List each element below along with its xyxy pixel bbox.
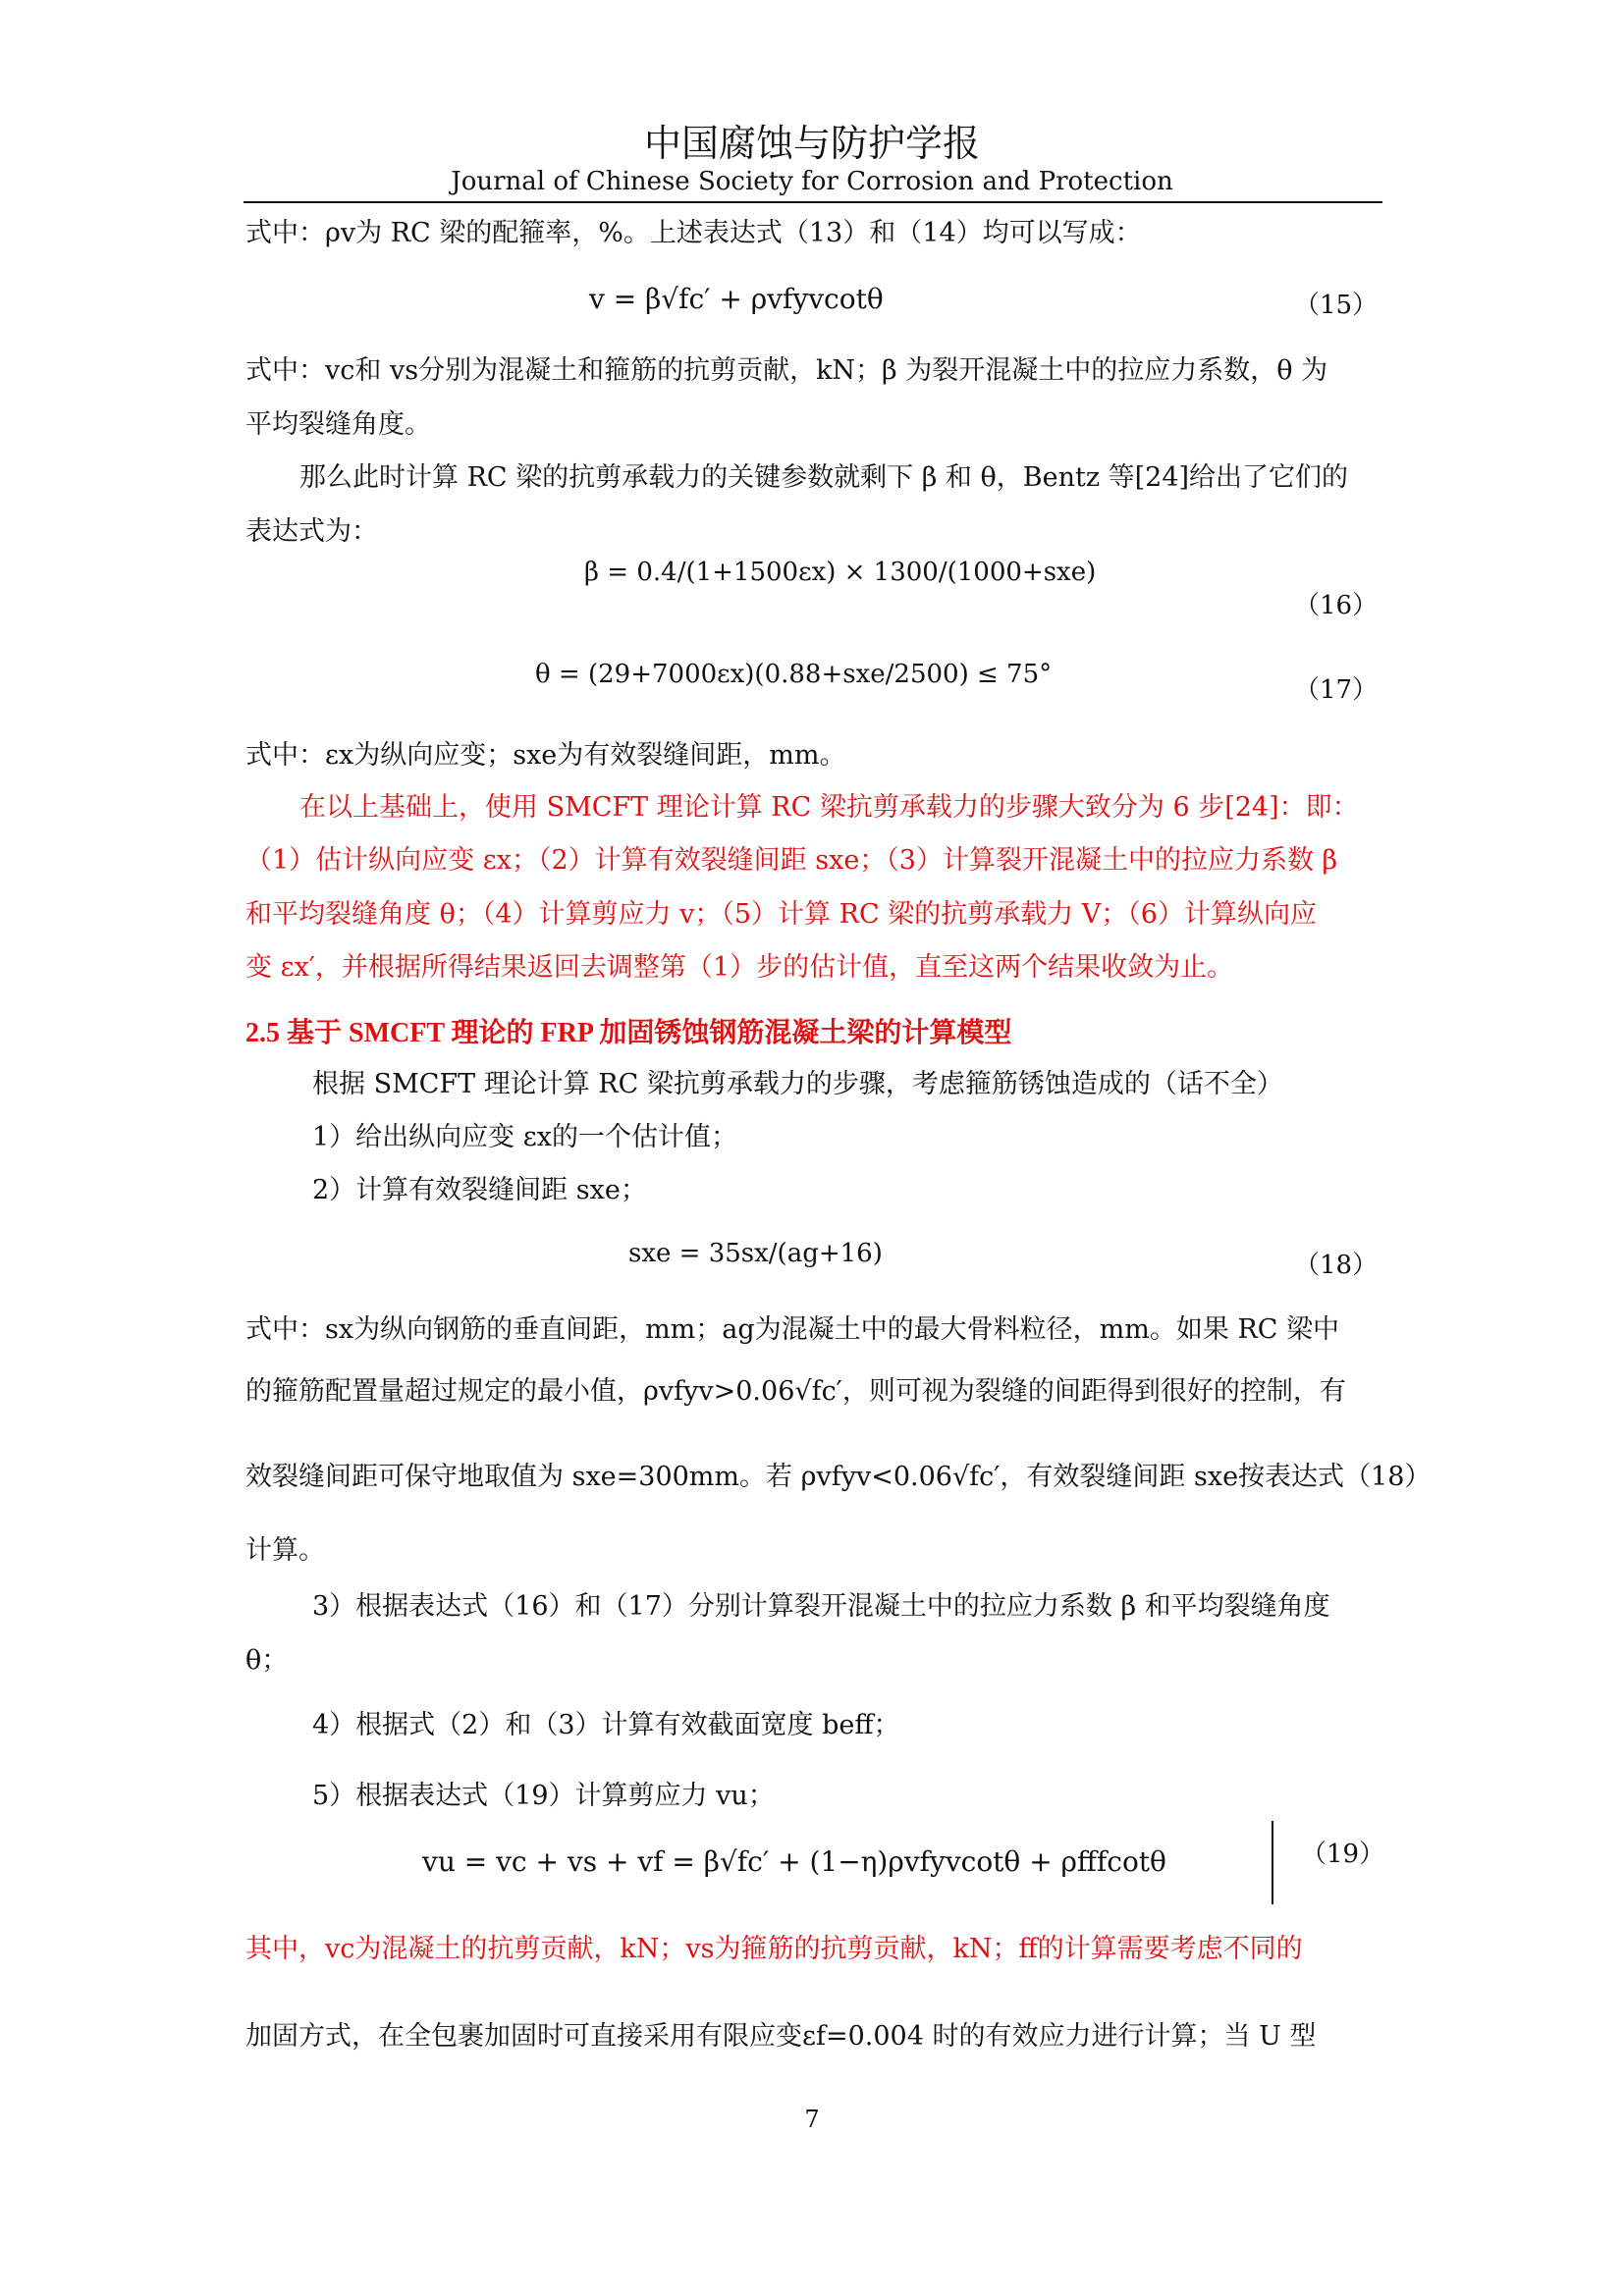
equation-15-number: （15） [1294, 291, 1379, 320]
paragraph-steps-l2: （1）估计纵向应变 εx；（2）计算有效裂缝间距 sxe；（3）计算裂开混凝土中的拉应力系数 β [245, 845, 1338, 876]
paragraph-vc-ff-l2 [245, 2017, 1316, 2056]
equation-17-number: （17） [1294, 675, 1379, 705]
paragraph-vc-ff-l1-text: 其中，vc为混凝土的抗剪贡献，kN；vs为箍筋的抗剪贡献，kN；ff的计算需要考虑不同的 [245, 1934, 1303, 1964]
step-5: 5）根据表达式（19）计算剪应力 vu； [312, 1781, 775, 1811]
equation-18-number: （18） [1294, 1251, 1379, 1280]
equation-16 [584, 558, 1096, 587]
eq19-formula: vu = vc + vs + vf = β√fc′ + (1−η)ρvfyvcotθ + ρfffcotθ [422, 1845, 1166, 1878]
paragraph-sx-l4: 计算。 [245, 1535, 325, 1566]
paragraph-rho-definition [245, 214, 1142, 253]
equation-15 [589, 283, 884, 315]
eq17-formula: θ = (29+7000εx)(0.88+sxe/2500) ≤ 75° [535, 660, 1053, 689]
paragraph-steps-l3: 和平均裂缝角度 θ；（4）计算剪应力 v；（5）计算 RC 梁的抗剪承载力 V；（6）计算纵向应 [245, 899, 1317, 930]
paragraph-bentz: 那么此时计算 RC 梁的抗剪承载力的关键参数就剩下 β 和 θ，Bentz 等[24]给出了它们的 [299, 462, 1349, 493]
equation-16-number: （16） [1294, 591, 1379, 620]
equation-17 [535, 660, 1052, 689]
paragraph-bentz-cont: 表达式为： [245, 516, 378, 547]
paragraph-sx-l2: 的箍筋配置量超过规定的最小值，ρvfyv>0.06√fc′，则可视为裂缝的间距得到很好的控制，有 [245, 1376, 1346, 1407]
page-number: 7 [804, 2106, 820, 2133]
paragraph-steps-l4: 变 εx′，并根据所得结果返回去调整第（1）步的估计值，直至这两个结果收敛为止。 [245, 952, 1234, 983]
span-l1: 式中：ρv为 RC 梁的配箍率，%。上述表达式（13）和（14）均可以写成： [245, 218, 1142, 248]
paragraph-vc-vs-cont: 平均裂缝角度。 [245, 409, 431, 440]
paragraph-sx-l3: 效裂缝间距可保守地取值为 sxe=300mm。若 ρvfyv<0.06√fc′，有效裂缝间距 sxe按表达式（18） [245, 1462, 1432, 1492]
step-4: 4）根据式（2）和（3）计算有效截面宽度 beff； [312, 1710, 900, 1740]
paragraph-epsilon: 式中：εx为纵向应变；sxe为有效裂缝间距，mm。 [245, 740, 846, 771]
eq18-formula: sxe = 35sx/(ag+16) [628, 1239, 883, 1268]
step-2: 2）计算有效裂缝间距 sxe； [312, 1175, 647, 1205]
paragraph-sx-l1: 式中：sx为纵向钢筋的垂直间距，mm；ag为混凝土中的最大骨料粒径，mm。如果 RC 梁中 [245, 1314, 1340, 1345]
journal-title-cn: 中国腐蚀与防护学报 [643, 122, 980, 165]
paragraph-vc-ff-l2-text: 加固方式，在全包裹加固时可直接采用有限应变εf=0.004 时的有效应力进行计算；当 U 型 [245, 2021, 1317, 2052]
section-heading-2-5: 2.5 基于 SMCFT 理论的 FRP 加固锈蚀钢筋混凝土梁的计算模型 [245, 1018, 1012, 1048]
step-3: 3）根据表达式（16）和（17）分别计算裂开混凝土中的拉应力系数 β 和平均裂缝角度 [312, 1591, 1330, 1622]
equation-19-number: （19） [1301, 1840, 1385, 1869]
equation-18 [628, 1239, 883, 1268]
paragraph-smcft-steps: 根据 SMCFT 理论计算 RC 梁抗剪承载力的步骤，考虑箍筋锈蚀造成的（话不全） [312, 1069, 1283, 1099]
eq15-formula: v = β√fc′ + ρvfyvcotθ [589, 283, 884, 315]
equation-19-bar [1272, 1821, 1273, 1904]
paragraph-vc-ff-l1 [245, 1930, 1303, 1969]
step-3-cont: θ； [245, 1645, 289, 1676]
step-1: 1）给出纵向应变 εx的一个估计值； [312, 1122, 737, 1152]
paragraph-steps-l1: 在以上基础上，使用 SMCFT 理论计算 RC 梁抗剪承载力的步骤大致分为 6 步[24]：即： [299, 792, 1359, 823]
journal-title-en: Journal of Chinese Society for Corrosion and Protection [451, 167, 1173, 196]
equation-19 [422, 1845, 1166, 1878]
eq16-formula: β = 0.4/(1+1500εx) × 1300/(1000+sxe) [584, 558, 1097, 587]
header-rule [244, 201, 1382, 203]
paragraph-vc-vs: 式中：vc和 vs分别为混凝土和箍筋的抗剪贡献，kN；β 为裂开混凝土中的拉应力系数，θ 为 [245, 355, 1328, 386]
